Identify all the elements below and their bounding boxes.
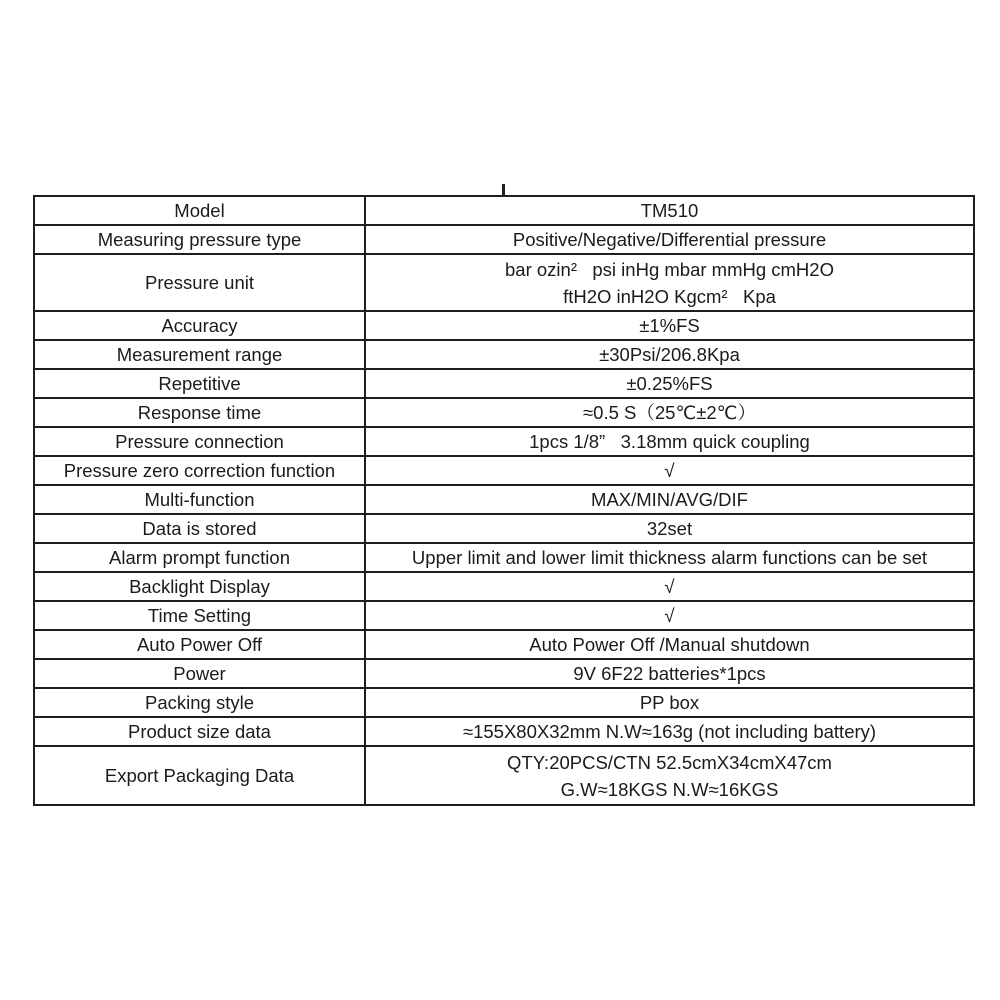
table-row [35,486,973,515]
spec-label: Data is stored [35,515,366,542]
spec-value-line: 9V 6F22 batteries*1pcs [573,663,766,684]
spec-value-line: Auto Power Off /Manual shutdown [529,634,810,655]
spec-value-line: Upper limit and lower limit thickness alarm functions can be set [411,547,928,568]
spec-value [366,544,973,571]
spec-value-line: √ [664,460,675,481]
table-row [35,718,973,747]
spec-label: Pressure unit [35,255,366,310]
table-row [35,689,973,718]
spec-label: Multi-function [35,486,366,513]
table-row [35,602,973,631]
table-row [35,226,973,255]
spec-value-line: ±0.25%FS [626,373,713,394]
spec-label: Time Setting [35,602,366,629]
spec-value-line: ≈155X80X32mm N.W≈163g (not including battery) [462,721,877,742]
spec-label: Product size data [35,718,366,745]
spec-value-line: TM510 [640,200,699,221]
spec-value [366,515,973,542]
crop-artifact-tick [502,184,505,195]
spec-value-line: ±1%FS [639,315,700,336]
spec-value [366,457,973,484]
table-row [35,197,973,226]
spec-value-line: bar ozin² psi inHg mbar mmHg cmH2O [505,258,834,280]
spec-value [366,631,973,658]
spec-label: Repetitive [35,370,366,397]
spec-value-line: MAX/MIN/AVG/DIF [591,489,748,510]
spec-value-line: ±30Psi/206.8Kpa [599,344,740,365]
table-row [35,544,973,573]
spec-label: Auto Power Off [35,631,366,658]
spec-value-line: QTY:20PCS/CTN 52.5cmX34cmX47cm [507,751,832,773]
spec-label: Pressure connection [35,428,366,455]
spec-value [366,660,973,687]
spec-label: Measurement range [35,341,366,368]
spec-value [366,747,973,804]
spec-value [366,718,973,745]
spec-value-line: 1pcs 1/8” 3.18mm quick coupling [529,431,810,452]
table-row [35,341,973,370]
spec-value-line: PP box [639,692,700,713]
spec-value [366,255,973,310]
spec-label: Backlight Display [35,573,366,600]
spec-label: Packing style [35,689,366,716]
spec-value-line: √ [664,576,675,597]
spec-value [366,197,973,224]
spec-value [366,370,973,397]
spec-table [33,195,975,806]
spec-value-line: 32set [646,518,693,539]
spec-label: Export Packaging Data [35,747,366,804]
spec-label: Pressure zero correction function [35,457,366,484]
table-row [35,255,973,312]
spec-value [366,399,973,426]
table-row [35,747,973,804]
spec-value [366,226,973,253]
spec-label: Model [35,197,366,224]
table-row [35,457,973,486]
table-row [35,631,973,660]
spec-label: Measuring pressure type [35,226,366,253]
table-row [35,399,973,428]
table-row [35,515,973,544]
spec-value [366,341,973,368]
table-row [35,573,973,602]
spec-value [366,428,973,455]
spec-value-line: Positive/Negative/Differential pressure [512,229,827,250]
spec-value [366,602,973,629]
spec-label: Power [35,660,366,687]
spec-value [366,486,973,513]
spec-value-line: ≈0.5 S（25℃±2℃） [583,402,756,423]
table-row [35,312,973,341]
spec-value-line: G.W≈18KGS N.W≈16KGS [560,778,779,800]
spec-value-line: √ [664,605,675,626]
table-row [35,370,973,399]
spec-value [366,573,973,600]
table-row [35,660,973,689]
spec-value [366,689,973,716]
spec-value-line: ftH2O inH2O Kgcm² Kpa [563,285,776,307]
spec-label: Alarm prompt function [35,544,366,571]
spec-label: Accuracy [35,312,366,339]
spec-value [366,312,973,339]
spec-label: Response time [35,399,366,426]
table-row [35,428,973,457]
